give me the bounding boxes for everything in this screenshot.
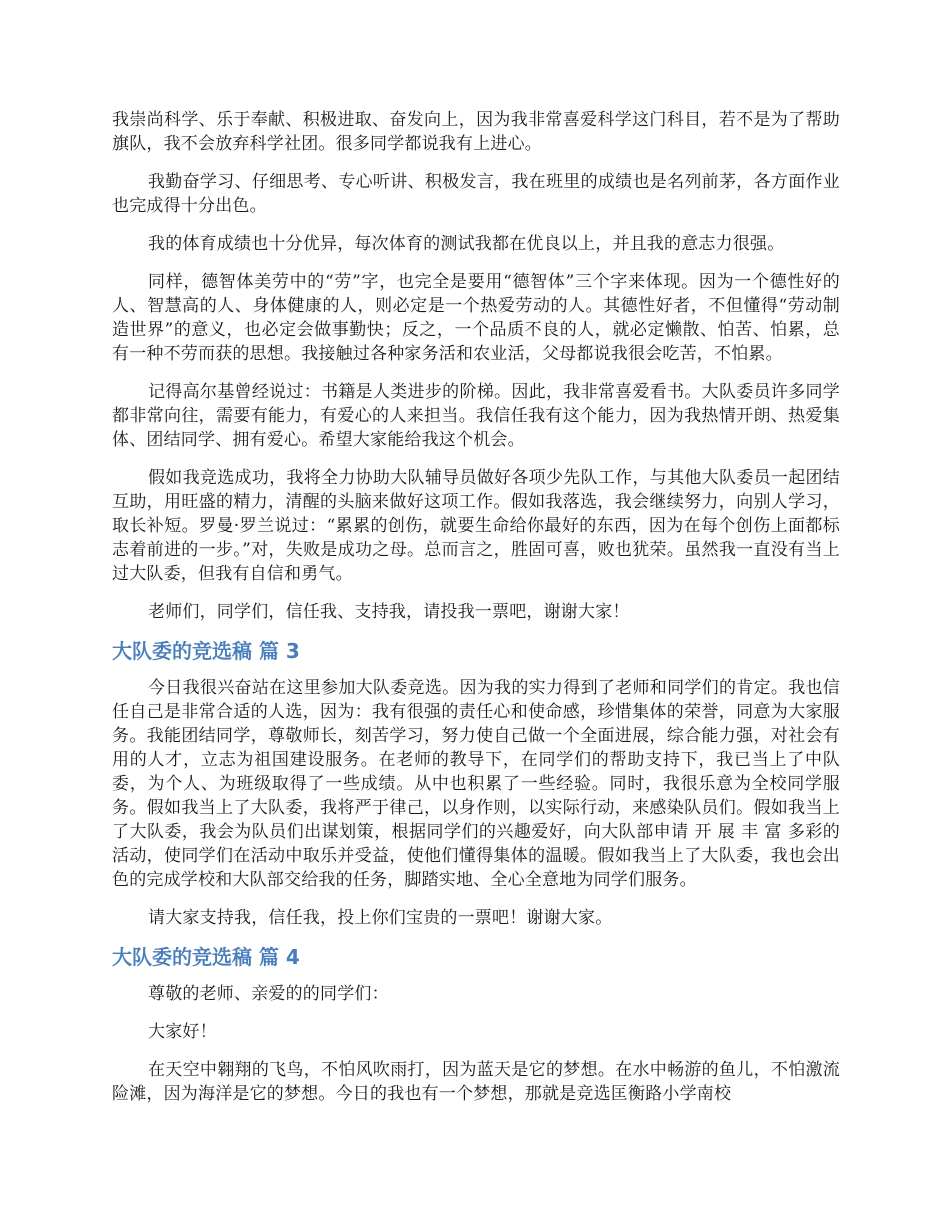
paragraph: 老师们，同学们，信任我、支持我，请投我一票吧，谢谢大家！ — [148, 602, 630, 622]
document-body — [112, 108, 840, 1120]
paragraph: 请大家支持我，信任我，投上你们宝贵的一票吧！谢谢大家。 — [148, 908, 613, 928]
paragraph: 假如我竞选成功，我将全力协助大队辅导员做好各项少先队工作，与其他大队委员一起团结互助，用旺盛的精力，清醒的头脑来做好这项工作。假如我落选，我会继续努力，向别人学习，取长补短。罗曼·罗兰说过：“累累的创伤，就要生命给你最好的东西，因为在每个创伤上面都标志着前进的一步。”对，失败是成功之母。总而言之，胜固可喜，败也犹荣。虽然我一直没有当上过大队委，但我有自信和勇气。 — [112, 468, 840, 584]
paragraph: 我的体育成绩也十分优异，每次体育的测试我都在优良以上，并且我的意志力很强。 — [148, 234, 785, 254]
paragraph: 同样，德智体美劳中的“劳”字，也完全是要用“德智体”三个字来体现。因为一个德性好的人、智慧高的人、身体健康的人，则必定是一个热爱劳动的人。其德性好者，不但懂得“劳动制造世界”的意义，也必定会做事勤快；反之，一个品质不良的人，就必定懒散、怕苦、怕累，总有一种不劳而获的思想。我接触过各种家务活和农业活，父母都说我很会吃苦，不怕累。 — [112, 272, 840, 364]
section-heading: 大队委的竞选稿 篇 3 — [112, 639, 300, 663]
paragraph: 记得高尔基曾经说过：书籍是人类进步的阶梯。因此，我非常喜爱看书。大队委员许多同学都非常向往，需要有能力，有爱心的人来担当。我信任我有这个能力，因为我热情开朗、热爱集体、团结同学、拥有爱心。希望大家能给我这个机会。 — [112, 382, 840, 450]
paragraph: 大家好！ — [148, 1022, 217, 1042]
paragraph: 今日我很兴奋站在这里参加大队委竞选。因为我的实力得到了老师和同学们的肯定。我也信任自己是非常合适的人选，因为：我有很强的责任心和使命感，珍惜集体的荣誉，同意为大家服务。我能团结同学，尊敬师长，刻苦学习，努力使自己做一个全面进展，综合能力强，对社会有用的人才，立志为祖国建设服务。在老师的教导下，在同学们的帮助支持下，我已当上了中队委，为个人、为班级取得了一些成绩。从中也积累了一些经验。同时，我很乐意为全校同学服务。假如我当上了大队委，我将严于律己，以身作则，以实际行动，来感染队员们。假如我当上了大队委，我会为队员们出谋划策，根据同学们的兴趣爱好，向大队部申请 开 展 丰 富 多彩的活动，使同学们在活动中取乐并受益，使他们懂得集体的温暖。假如我当上了大队委，我也会出色的完成学校和大队部交给我的任务，脚踏实地、全心全意地为同学们服务。 — [112, 678, 840, 890]
paragraph: 尊敬的老师、亲爱的的同学们： — [148, 984, 389, 1004]
paragraph: 我勤奋学习、仔细思考、专心听讲、积极发言，我在班里的成绩也是名列前茅，各方面作业也完成得十分出色。 — [112, 172, 840, 216]
paragraph: 在天空中翱翔的飞鸟，不怕风吹雨打，因为蓝天是它的梦想。在水中畅游的鱼儿，不怕激流险滩，因为海洋是它的梦想。今日的我也有一个梦想，那就是竞选匡衡路小学南校 — [112, 1060, 840, 1104]
paragraph: 我崇尚科学、乐于奉献、积极进取、奋发向上，因为我非常喜爱科学这门科目，若不是为了帮助旗队，我不会放弃科学社团。很多同学都说我有上进心。 — [112, 110, 840, 154]
section-heading: 大队委的竞选稿 篇 4 — [112, 945, 300, 969]
